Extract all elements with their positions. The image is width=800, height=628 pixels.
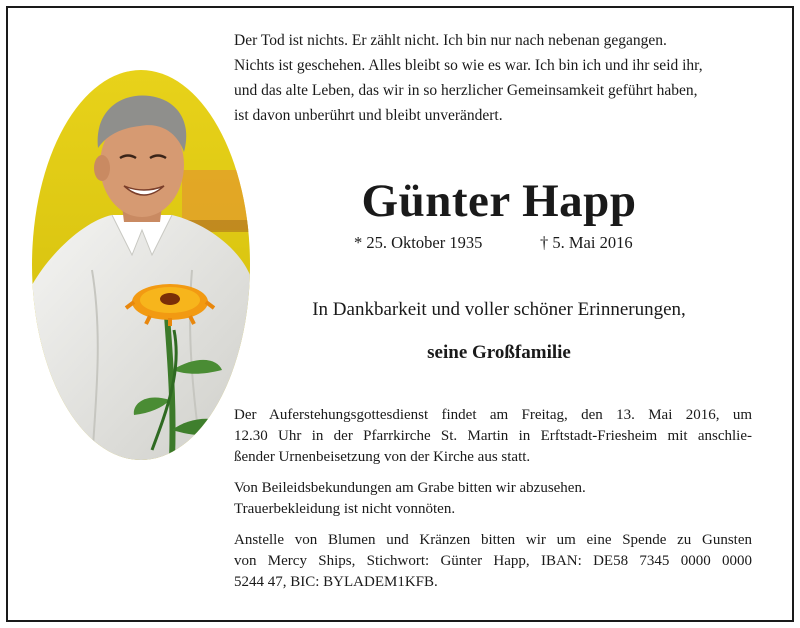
- condolence-line: Von Beileidsbekundungen am Grabe bitten wir abzusehen.: [234, 480, 586, 496]
- portrait-illustration: [32, 70, 250, 460]
- opening-poem: [234, 28, 764, 128]
- donation-line: von Mercy Ships, Stichwort: Günter Happ, IBAN: DE58 7345 0000 0000: [234, 553, 752, 569]
- service-paragraph: [234, 405, 752, 468]
- poem-line: ist davon unberührt und bleibt unverändert.: [234, 107, 503, 124]
- service-line: Der Auferstehungsgottesdienst findet am Freitag, den 13. Mai 2016, um: [234, 407, 752, 423]
- poem-line: Der Tod ist nichts. Er zählt nicht. Ich bin nur nach nebenan gegangen.: [234, 32, 667, 49]
- service-line: 12.30 Uhr in der Pfarrkirche St. Martin in Erftstadt-Friesheim mit anschlie-: [234, 428, 752, 444]
- donation-line: Anstelle von Blumen und Kränzen bitten wir um eine Spende zu Gunsten: [234, 532, 752, 548]
- portrait-photo: [32, 70, 250, 460]
- birth-date: * 25. Oktober 1935: [354, 233, 483, 252]
- death-date: † 5. Mai 2016: [540, 233, 633, 252]
- donation-paragraph: [234, 530, 752, 593]
- condolence-line: Trauerbekleidung ist nicht vonnöten.: [234, 501, 456, 517]
- family-signature: seine Großfamilie: [427, 342, 571, 363]
- service-line: ßender Urnenbeisetzung von der Kirche aus statt.: [234, 449, 531, 465]
- thanks-line: In Dankbarkeit und voller schöner Erinnerungen,: [312, 299, 686, 320]
- poem-line: und das alte Leben, das wir in so herzlicher Gemeinsamkeit geführt haben,: [234, 82, 698, 99]
- deceased-name: Günter Happ: [361, 175, 637, 227]
- poem-line: Nichts ist geschehen. Alles bleibt so wie es war. Ich bin ich und ihr seid ihr,: [234, 57, 703, 74]
- donation-line: 5244 47, BIC: BYLADEM1KFB.: [234, 574, 438, 590]
- condolence-paragraph: [234, 478, 752, 520]
